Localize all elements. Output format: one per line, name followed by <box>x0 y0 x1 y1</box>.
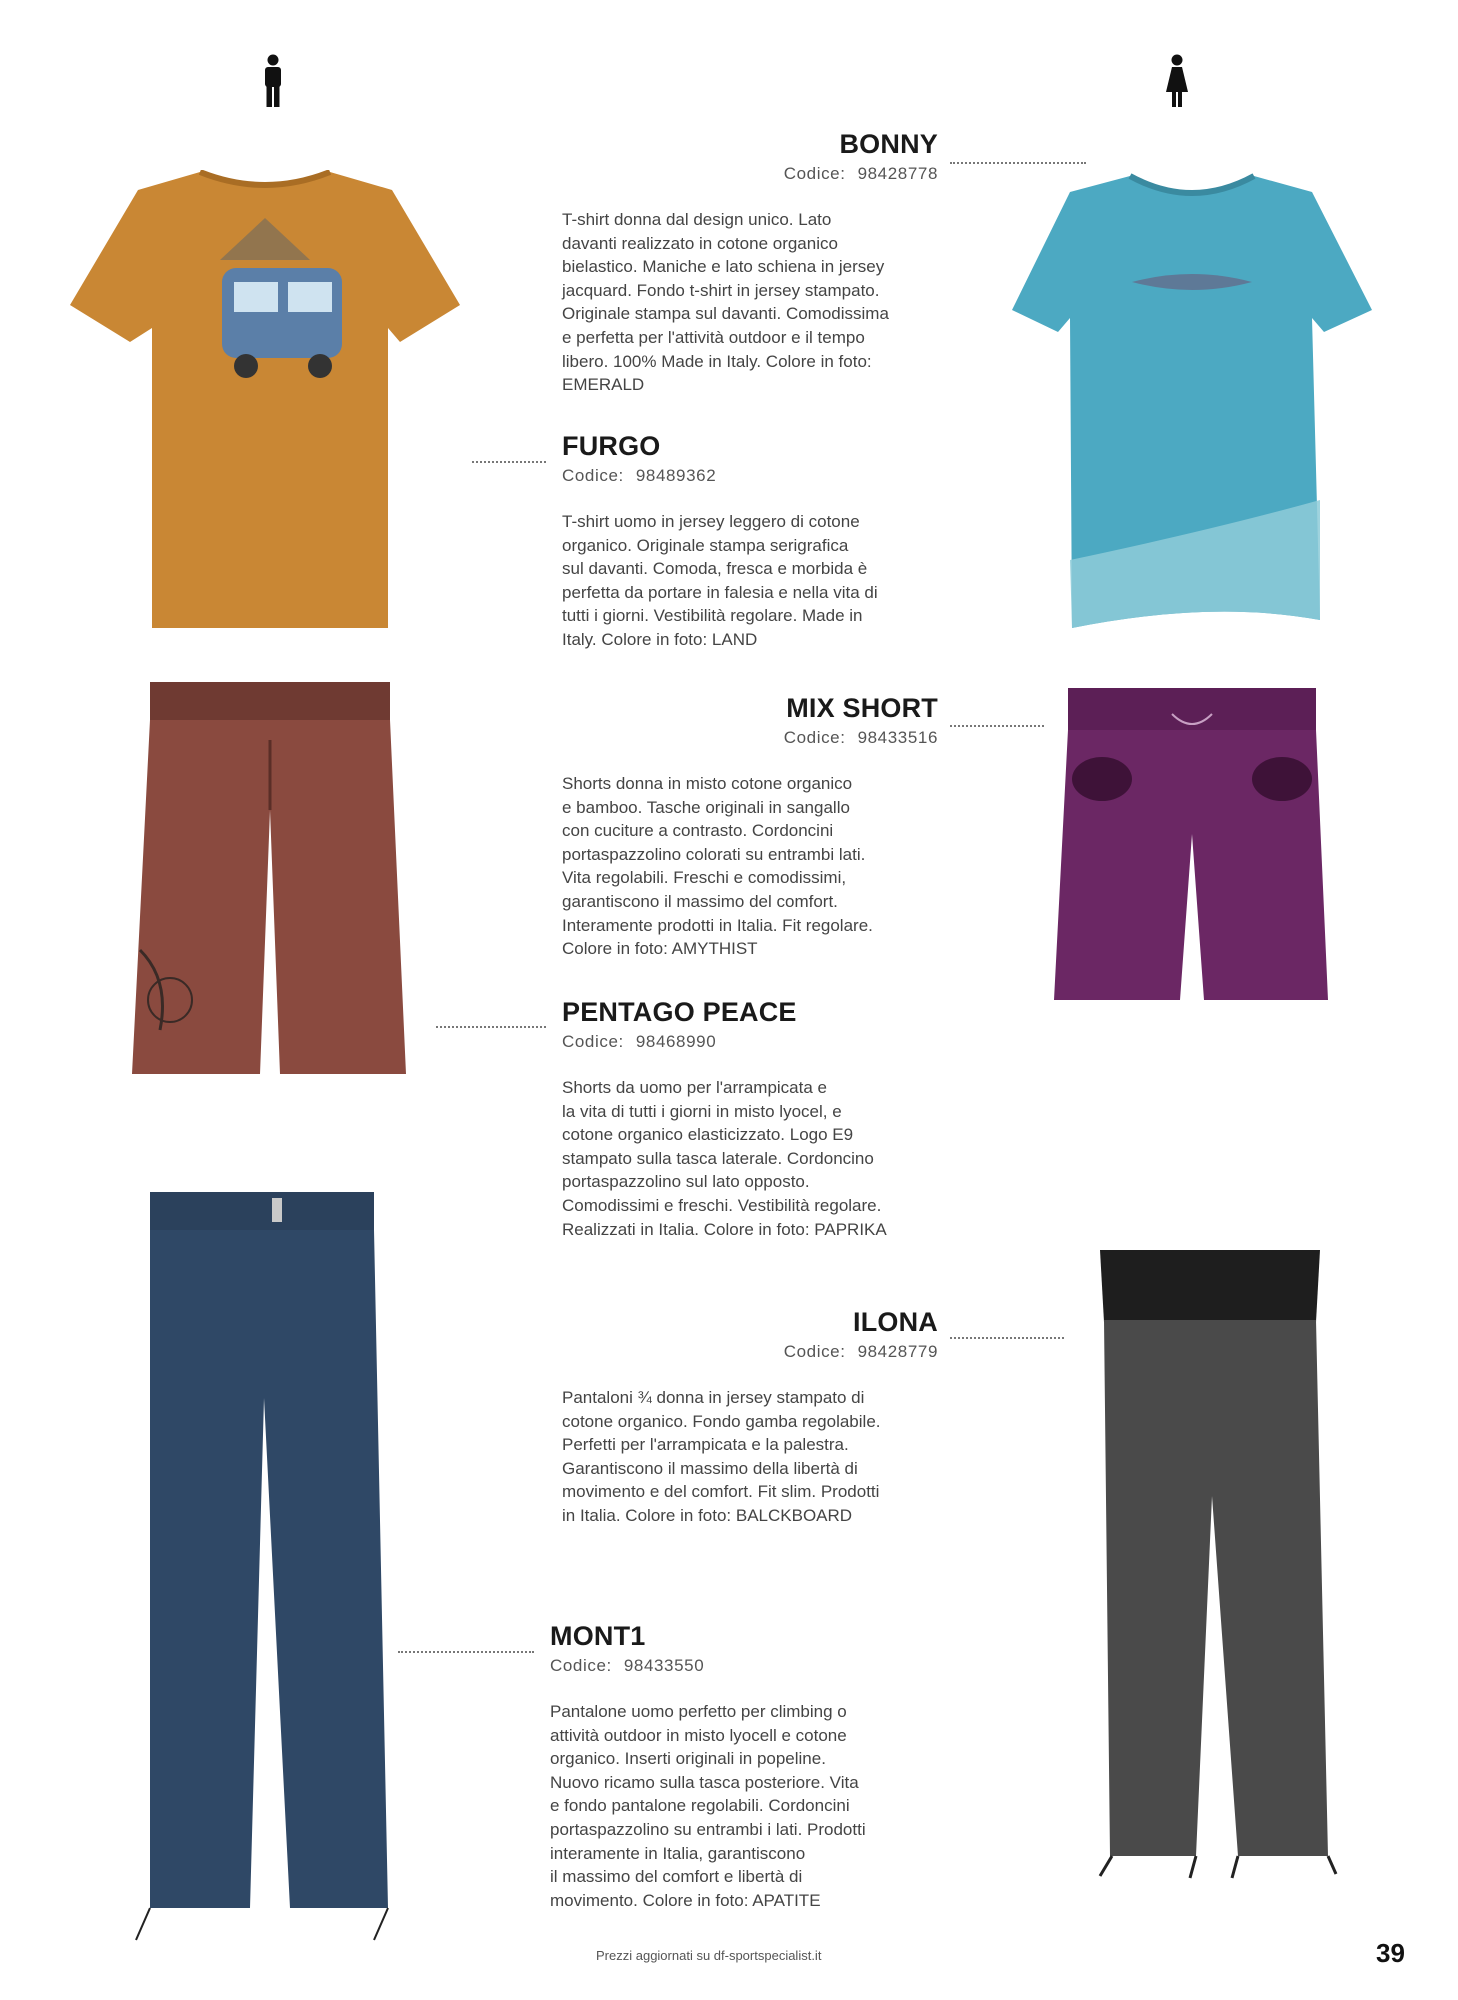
product-description: T-shirt uomo in jersey leggero di cotone organico. Originale stampa serigrafica sul davanti. Comoda, fresca e morbida è perfetta da portare in falesia e nella vita di tutti i giorni. Vestibilità regolare. Made in Italy. Colore in foto: LAND <box>562 512 878 649</box>
product-name: FURGO <box>562 431 661 461</box>
product-name: MIX SHORT <box>786 693 938 723</box>
product-code: Codice: 98468990 <box>562 1032 717 1051</box>
product-code: Codice: 98428778 <box>783 164 938 183</box>
product-code: Codice: 98428779 <box>783 1342 938 1361</box>
product-code: Codice: 98489362 <box>562 466 717 485</box>
pentago-shorts-image <box>130 680 410 1080</box>
mont1-pants-image <box>126 1188 406 1948</box>
footer-price-note: Prezzi aggiornati su df-sportspecialist.it <box>596 1948 822 1963</box>
mix-short-leader-line <box>950 725 1044 727</box>
product-description: Shorts donna in misto cotone organico e bamboo. Tasche originali in sangallo con cuciture a contrasto. Cordoncini portaspazzolino colorati su entrambi lati. Vita regolabili. Freschi e comodissimi, garantiscono il massimo del comfort. Interamente prodotti in Italia. Fit regolare. Colore in foto: AMYTHIST <box>562 774 873 959</box>
mix-short-image <box>1052 684 1332 1004</box>
product-description: Pantalone uomo perfetto per climbing o attività outdoor in misto lyocell e cotone organico. Inserti originali in popeline. Nuovo ricamo sulla tasca posteriore. Vita e fondo pantalone regolabili. Cordoncini portaspazzolino su entrambi i lati. Prodotti interamente in Italia, garantiscono il massimo del comfort e libertà di movimento. Colore in foto: APATITE <box>550 1702 866 1910</box>
bonny-tshirt-image <box>1012 170 1372 630</box>
product-name: MONT1 <box>550 1621 646 1651</box>
product-mix-short <box>562 692 938 961</box>
pentago-leader-line <box>436 1026 546 1028</box>
product-code: Codice: 98433516 <box>783 728 938 747</box>
ilona-pants-image <box>1080 1246 1340 1886</box>
product-mont1 <box>550 1620 926 1912</box>
product-name: PENTAGO PEACE <box>562 997 797 1027</box>
bonny-leader-line <box>950 162 1086 164</box>
product-bonny <box>562 128 938 397</box>
mont1-leader-line <box>398 1651 534 1653</box>
product-ilona <box>562 1306 938 1528</box>
product-name: ILONA <box>853 1307 938 1337</box>
page-number: 39 <box>1376 1938 1405 1968</box>
male-person-icon <box>260 54 286 108</box>
product-pentago-peace <box>562 996 938 1241</box>
product-description: Pantaloni ¾ donna in jersey stampato di cotone organico. Fondo gamba regolabile. Perfetti per l'arrampicata e la palestra. Garantiscono il massimo della libertà di movimento e del comfort. Fit slim. Prodotti in Italia. Colore in foto: BALCKBOARD <box>562 1388 881 1525</box>
female-person-icon <box>1164 54 1190 108</box>
product-description: T-shirt donna dal design unico. Lato davanti realizzato in cotone organico bielastico. Maniche e lato schiena in jersey jacquard. Fondo t-shirt in jersey stampato. Originale stampa sul davanti. Comodissima e perfetta per l'attività outdoor e il tempo libero. 100% Made in Italy. Colore in foto: EMERALD <box>562 210 889 395</box>
furgo-leader-line <box>472 461 546 463</box>
ilona-leader-line <box>950 1337 1064 1339</box>
furgo-tshirt-image <box>70 170 460 630</box>
product-code: Codice: 98433550 <box>550 1656 705 1675</box>
product-description: Shorts da uomo per l'arrampicata e la vita di tutti i giorni in misto lyocel, e cotone organico elasticizzato. Logo E9 stampato sulla tasca laterale. Cordoncino portaspazzolino sul lato opposto. Comodissimi e freschi. Vestibilità regolare. Realizzati in Italia. Colore in foto: PAPRIKA <box>562 1078 887 1239</box>
product-name: BONNY <box>839 129 938 159</box>
product-furgo <box>562 430 938 652</box>
